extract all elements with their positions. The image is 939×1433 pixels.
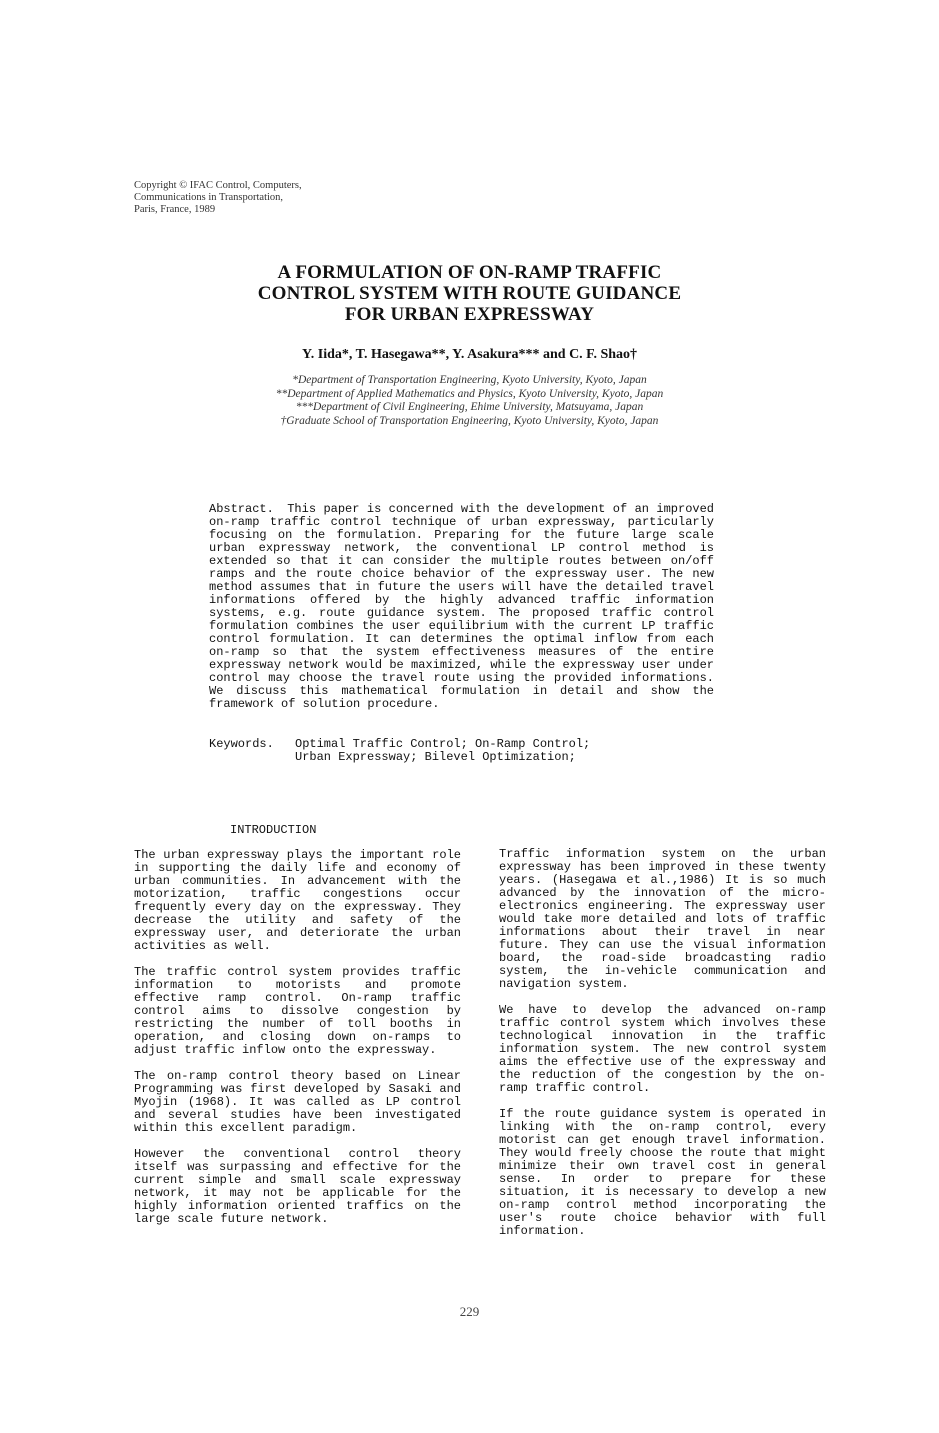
keywords-line: Urban Expressway; Bilevel Optimization; xyxy=(295,750,576,764)
body-paragraph: Traffic information system on the urban expressway has been improved in these twenty years. (Hasegawa et al.,1986) It is so much advanced by the innovation of the micro-electronics engineering. The expressway user would take more detailed and lots of traffic informations about their travel in near future. They can use the visual information board, the road-side broadcasting radio system, the in-vehicle communication and navigation system. xyxy=(499,847,826,991)
title-line: CONTROL SYSTEM WITH ROUTE GUIDANCE xyxy=(257,283,682,304)
affiliation-line: *Department of Transportation Engineering, Kyoto University, Kyoto, Japan xyxy=(292,374,647,386)
paper-title xyxy=(0,262,939,325)
body-paragraph: We have to develop the advanced on-ramp traffic control system which involves these technological innovation in the traffic information system. The new control system aims the effective use of the expressway and the reduction of the congestion by the on-ramp traffic control. xyxy=(499,1003,826,1095)
affiliation-line: †Graduate School of Transportation Engineering, Kyoto University, Kyoto, Japan xyxy=(280,414,659,427)
abstract-label: Abstract. xyxy=(209,502,274,516)
right-column xyxy=(499,848,826,1251)
body-paragraph: The urban expressway plays the important role in supporting the daily life and economy of urban communities. In advancement with the motorization, traffic congestions occur frequently every day on the expressway. They decrease the utility and safety of the expressway user, and deteriorate the urban activities as well. xyxy=(134,848,461,953)
left-column xyxy=(134,849,461,1239)
body-paragraph: The on-ramp control theory based on Linear Programming was first developed by Sasaki and Myojin (1968). It was called as LP control and several studies have been investigated within this excellent paradigm. xyxy=(134,1069,461,1135)
body-paragraph: However the conventional control theory itself was surpassing and effective for the current simple and small scale expressway network, it may not be applicable for the highly information oriented traffics on the large scale future network. xyxy=(134,1147,461,1226)
copyright-notice xyxy=(134,180,302,216)
keywords-list xyxy=(295,738,590,764)
affiliation-line: **Department of Applied Mathematics and Physics, Kyoto University, Kyoto, Japan xyxy=(275,387,664,400)
abstract-text: This paper is concerned with the development of an improved on-ramp traffic control technique of urban expressway, particularly focusing on the formulation. Preparing for the future large scale urban expressway network, the conventional LP control method is extended so that it can consider the multiple routes between on/off ramps and the route choice behavior of the expressway user. The new method assumes that in future the users will have the detailed travel informations offered by the highly advanced traffic information systems, e.g. route guidance system. The proposed traffic control formulation combines the user equilibrium with the current LP traffic control formulation. It can determines the optimal inflow from each on-ramp so that the system effectiveness measures of the entire expressway network would be maximized, while the expressway user under control may choose the travel route using the provided informations. We discuss this mathematical formulation in detail and show the framework of solution procedure. xyxy=(209,502,715,711)
body-paragraph: The traffic control system provides traffic information to motorists and promote effective ramp control. On-ramp traffic control aims to dissolve congestion by restricting the number of toll booths in operation, and closing down on-ramps to adjust traffic inflow onto the expressway. xyxy=(134,965,461,1057)
page-number: 229 xyxy=(459,1304,480,1319)
author-list: Y. Iida*, T. Hasegawa**, Y. Asakura*** and C. F. Shao† xyxy=(301,347,638,362)
keywords-line: Optimal Traffic Control; On-Ramp Control; xyxy=(295,737,591,751)
copyright-line: Paris, France, 1989 xyxy=(134,204,216,215)
title-line: FOR URBAN EXPRESSWAY xyxy=(344,304,595,325)
abstract xyxy=(209,503,714,711)
keywords xyxy=(209,738,590,764)
body-paragraph: If the route guidance system is operated in linking with the on-ramp control, every motorist can get enough travel information. They would freely choose the route that might minimize their own travel cost in general sense. In order to prepare for these situation, it is necessary to develop a new on-ramp control method incorporating the user's route choice behavior with full information. xyxy=(499,1107,826,1238)
affiliation-line: ***Department of Civil Engineering, Ehime University, Matsuyama, Japan xyxy=(295,401,644,413)
keywords-label: Keywords. xyxy=(209,737,274,751)
section-heading-introduction: INTRODUCTION xyxy=(230,823,317,837)
copyright-line: Copyright © IFAC Control, Computers, xyxy=(134,180,302,191)
affiliation-list xyxy=(0,374,939,428)
title-line: A FORMULATION OF ON-RAMP TRAFFIC xyxy=(277,262,662,283)
copyright-line: Communications in Transportation, xyxy=(134,192,284,203)
